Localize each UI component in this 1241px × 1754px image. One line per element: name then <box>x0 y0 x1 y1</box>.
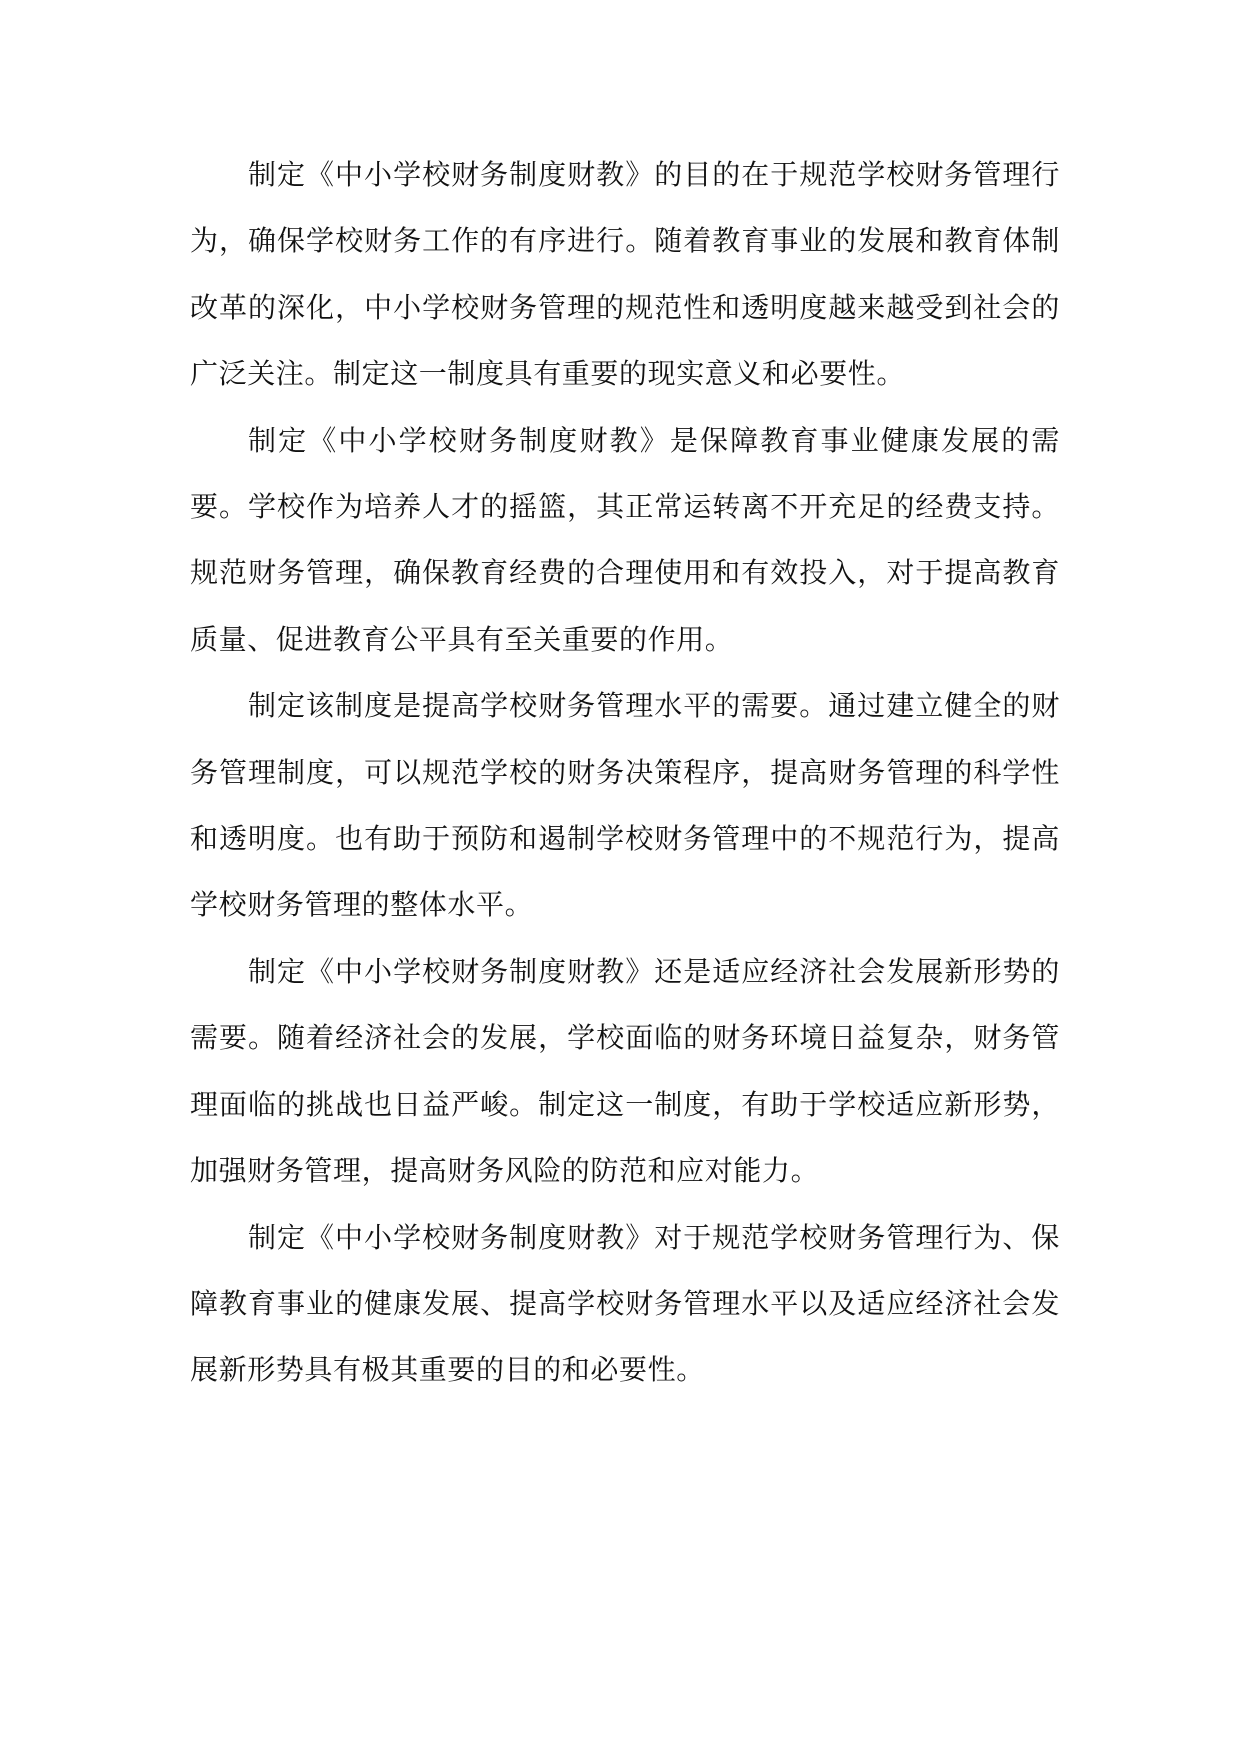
paragraph-3: 制定该制度是提高学校财务管理水平的需要。通过建立健全的财务管理制度，可以规范学校的财务决策程序，提高财务管理的科学性和透明度。也有助于预防和遏制学校财务管理中的不规范行为，提高学校财务管理的整体水平。 <box>190 689 1060 922</box>
paragraph-4: 制定《中小学校财务制度财教》还是适应经济社会发展新形势的需要。随着经济社会的发展，学校面临的财务环境日益复杂，财务管理面临的挑战也日益严峻。制定这一制度，有助于学校适应新形势，加强财务管理，提高财务风险的防范和应对能力。 <box>190 954 1060 1188</box>
paragraph-1: 制定《中小学校财务制度财教》的目的在于规范学校财务管理行为，确保学校财务工作的有序进行。随着教育事业的发展和教育体制改革的深化，中小学校财务管理的规范性和透明度越来越受到社会的广泛关注。制定这一制度具有重要的现实意义和必要性。 <box>190 158 1060 391</box>
paragraph-2: 制定《中小学校财务制度财教》是保障教育事业健康发展的需要。学校作为培养人才的摇篮，其正常运转离不开充足的经费支持。规范财务管理，确保教育经费的合理使用和有效投入，对于提高教育质量、促进教育公平具有至关重要的作用。 <box>190 423 1060 656</box>
paragraph-5: 制定《中小学校财务制度财教》对于规范学校财务管理行为、保障教育事业的健康发展、提高学校财务管理水平以及适应经济社会发展新形势具有极其重要的目的和必要性。 <box>190 1220 1060 1387</box>
document-body <box>190 142 1060 1404</box>
